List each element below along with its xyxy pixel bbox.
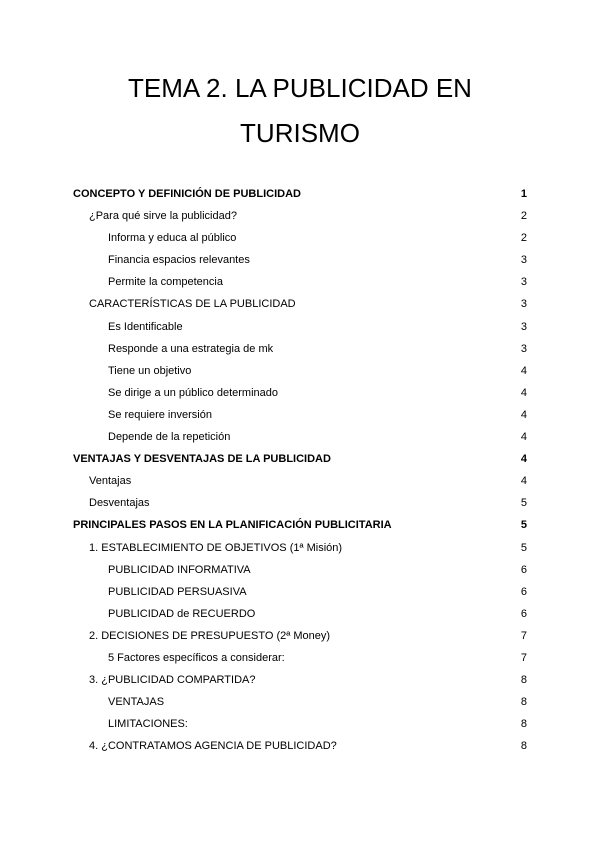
toc-entry-label: Depende de la repetición — [108, 431, 231, 444]
toc-entry-label: 3. ¿PUBLICIDAD COMPARTIDA? — [89, 674, 256, 687]
toc-entry-label: VENTAJAS Y DESVENTAJAS DE LA PUBLICIDAD — [73, 453, 331, 466]
toc-entry-page-number: 4 — [520, 453, 527, 466]
toc-entry-page-number: 8 — [520, 674, 527, 687]
document-title-line-1: TEMA 2. LA PUBLICIDAD EN — [128, 73, 472, 103]
toc-entry-label: LIMITACIONES: — [108, 718, 188, 731]
toc-entry[interactable] — [0, 316, 600, 338]
toc-entry-label: VENTAJAS — [108, 696, 165, 709]
toc-entry-label: ¿Para qué sirve la publicidad? — [89, 210, 237, 223]
toc-entry-page-number: 4 — [520, 364, 527, 377]
toc-entry-page-number: 6 — [520, 563, 527, 576]
toc-entry-page-number: 6 — [520, 607, 527, 620]
toc-entry-label: Permite la competencia — [108, 276, 223, 289]
toc-entry-page-number: 8 — [520, 696, 527, 709]
toc-entry-page-number: 5 — [520, 497, 527, 510]
toc-entry-page-number: 1 — [520, 188, 527, 200]
toc-entry-label: 1. ESTABLECIMIENTO DE OBJETIVOS (1ª Misión) — [89, 541, 343, 554]
toc-entry-label: Ventajas — [89, 475, 132, 488]
toc-entry[interactable] — [0, 360, 600, 382]
toc-entry-page-number: 8 — [520, 740, 527, 753]
toc-entry[interactable] — [0, 492, 600, 514]
toc-entry[interactable] — [0, 713, 600, 735]
toc-entry-page-number: 2 — [520, 210, 527, 223]
toc-entry-label: 5 Factores específicos a considerar: — [108, 651, 285, 664]
toc-entry[interactable] — [0, 205, 600, 227]
toc-entry-label: Desventajas — [89, 497, 150, 510]
toc-entry-label: Financia espacios relevantes — [108, 254, 250, 267]
toc-entry-page-number: 4 — [520, 408, 527, 421]
toc-entry-label: 2. DECISIONES DE PRESUPUESTO (2ª Money) — [89, 629, 331, 642]
toc-entry-label: Es Identificable — [108, 320, 183, 333]
toc-entry-page-number: 6 — [520, 585, 527, 598]
toc-entry-page-number: 4 — [520, 475, 527, 488]
toc-entry[interactable] — [0, 271, 600, 293]
toc-entry[interactable] — [0, 293, 600, 315]
toc-entry[interactable] — [0, 404, 600, 426]
toc-entry[interactable] — [0, 227, 600, 249]
toc-entry-page-number: 4 — [520, 431, 527, 444]
toc-entry-label: PUBLICIDAD de RECUERDO — [108, 607, 256, 620]
toc-entry-label: PRINCIPALES PASOS EN LA PLANIFICACIÓN PUBLICITARIA — [73, 519, 392, 532]
toc-entry-label: CONCEPTO Y DEFINICIÓN DE PUBLICIDAD — [73, 188, 301, 200]
toc-entry-page-number: 5 — [520, 541, 527, 554]
toc-entry-page-number: 5 — [520, 519, 527, 532]
toc-entry[interactable] — [0, 669, 600, 691]
document-title-line-2: TURISMO — [240, 118, 360, 148]
toc-entry-page-number: 7 — [520, 651, 527, 664]
toc-entry[interactable] — [0, 581, 600, 603]
toc-entry[interactable] — [0, 625, 600, 647]
toc-entry-label: Se dirige a un público determinado — [108, 386, 279, 399]
toc-entry[interactable] — [0, 603, 600, 625]
toc-entry[interactable] — [0, 470, 600, 492]
table-of-contents — [0, 183, 600, 757]
toc-entry[interactable] — [0, 691, 600, 713]
toc-entry-label: Responde a una estrategia de mk — [108, 342, 274, 355]
toc-entry-page-number: 2 — [520, 232, 527, 245]
toc-entry-page-number: 3 — [520, 342, 527, 355]
toc-entry-label: Se requiere inversión — [108, 408, 212, 421]
toc-entry-page-number: 3 — [520, 254, 527, 267]
toc-entry-page-number: 3 — [520, 298, 527, 311]
toc-entry[interactable] — [0, 735, 600, 757]
toc-entry-label: PUBLICIDAD INFORMATIVA — [108, 563, 251, 576]
toc-entry-label: PUBLICIDAD PERSUASIVA — [108, 585, 247, 598]
toc-entry[interactable] — [0, 338, 600, 360]
toc-entry-page-number: 8 — [520, 718, 527, 731]
toc-entry[interactable] — [0, 647, 600, 669]
toc-entry[interactable] — [0, 426, 600, 448]
toc-entry[interactable] — [0, 537, 600, 559]
toc-entry-page-number: 7 — [520, 629, 527, 642]
toc-entry[interactable] — [0, 514, 600, 536]
toc-entry[interactable] — [0, 249, 600, 271]
toc-entry-page-number: 4 — [520, 386, 527, 399]
toc-entry-label: Tiene un objetivo — [108, 364, 192, 377]
toc-entry-label: 4. ¿CONTRATAMOS AGENCIA DE PUBLICIDAD? — [89, 740, 337, 753]
toc-entry-label: CARACTERÍSTICAS DE LA PUBLICIDAD — [89, 298, 296, 311]
toc-entry[interactable] — [0, 183, 600, 205]
toc-entry[interactable] — [0, 382, 600, 404]
toc-entry-page-number: 3 — [520, 276, 527, 289]
toc-entry[interactable] — [0, 448, 600, 470]
toc-entry-label: Informa y educa al público — [108, 232, 237, 245]
toc-entry[interactable] — [0, 559, 600, 581]
toc-entry-page-number: 3 — [520, 320, 527, 333]
